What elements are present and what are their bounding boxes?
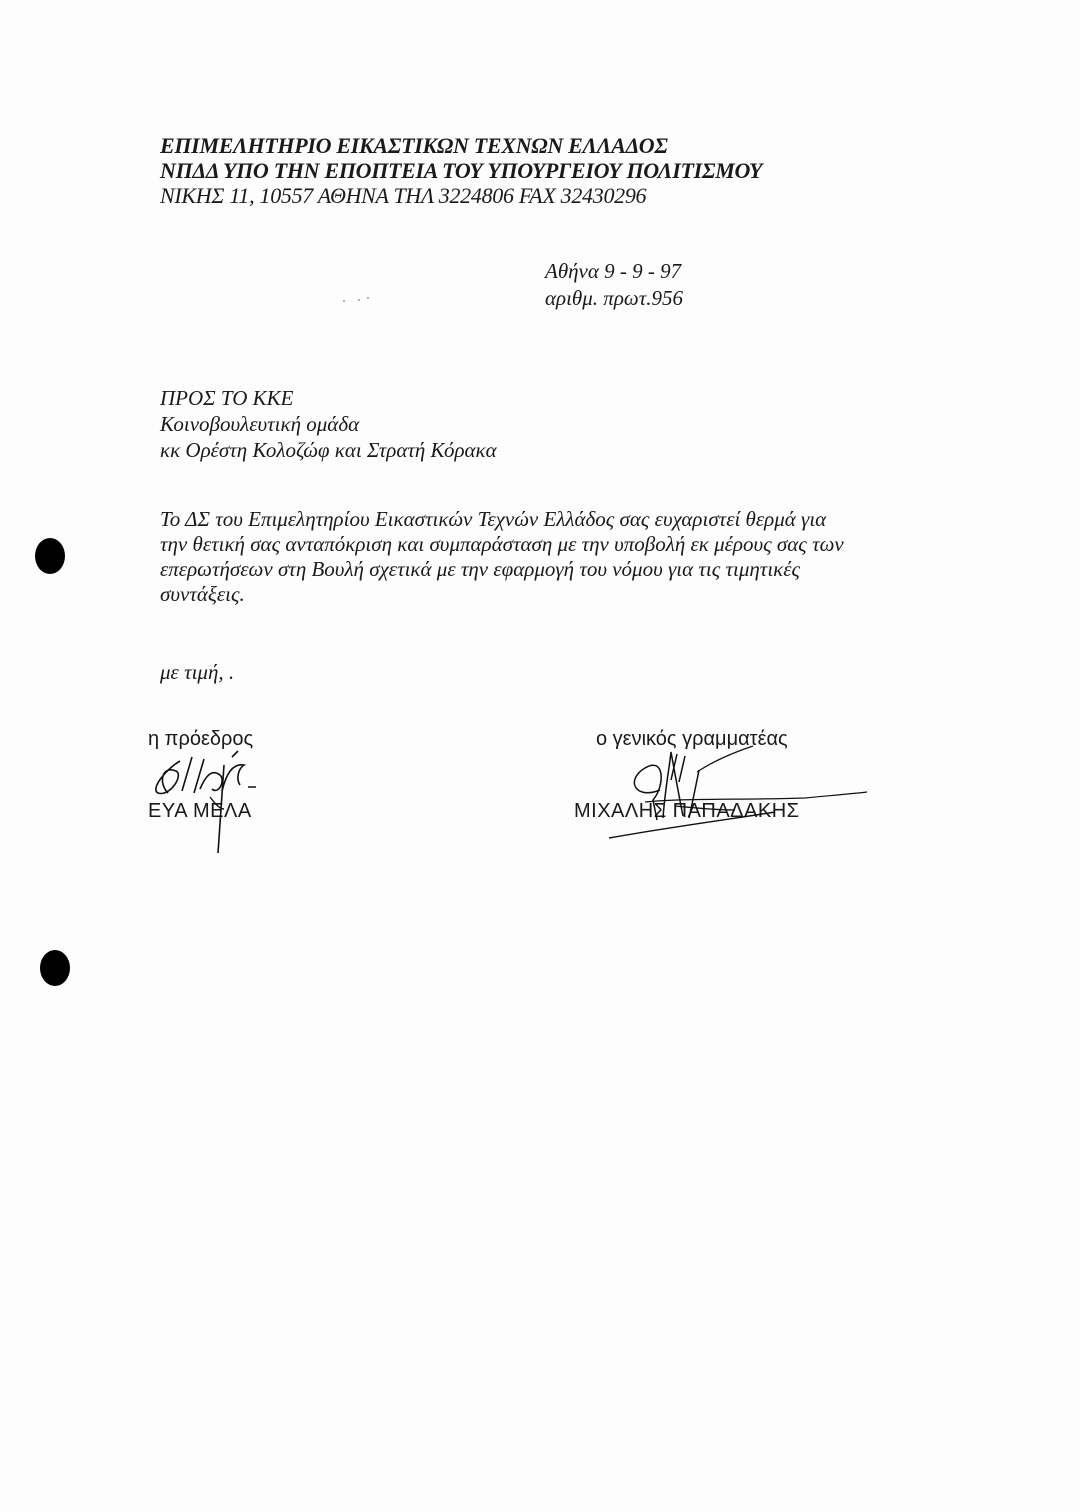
punch-hole	[35, 538, 65, 574]
letter-body	[160, 507, 900, 607]
letterhead-organization: ΕΠΙΜΕΛΗΤΗΡΙΟ ΕΙΚΑΣΤΙΚΩΝ ΤΕΧΝΩΝ ΕΛΛΑΔΟΣ	[160, 133, 668, 158]
president-signature	[140, 735, 280, 855]
letterhead	[160, 133, 762, 208]
recipient-block	[160, 385, 497, 463]
scan-speck	[367, 297, 369, 299]
recipient-line-3: κκ Ορέστη Κολοζώφ και Στρατή Κόρακα	[160, 438, 497, 462]
scan-speck	[343, 300, 345, 302]
president-title: η πρόεδρος	[148, 728, 254, 750]
body-line: Το ΔΣ του Επιμελητηρίου Εικαστικών Τεχνών Ελλάδος σας ευχαριστεί θερμά για	[160, 507, 827, 531]
body-line: επερωτήσεων στη Βουλή σχετικά με την εφαρμογή του νόμου για τις τιμητικές	[160, 557, 801, 581]
secretary-title: ο γενικός γραμματέας	[596, 728, 788, 750]
date-block	[545, 258, 683, 312]
closing-salutation: με τιμή, .	[160, 660, 235, 684]
secretary-name: ΜΙΧΑΛΗΣ ΠΑΠΑΔΑΚΗΣ	[574, 800, 800, 822]
recipient-line-1: ΠΡΟΣ ΤΟ ΚΚΕ	[160, 386, 294, 410]
recipient-line-2: Κοινοβουλευτική ομάδα	[160, 412, 360, 436]
body-line: την θετική σας ανταπόκριση και συμπαράσταση με την υποβολή εκ μέρους σας των	[160, 532, 844, 556]
president-name: ΕΥΑ ΜΕΛΑ	[148, 800, 252, 822]
body-line: συντάξεις.	[160, 582, 245, 606]
letter-date: Αθήνα 9 - 9 - 97	[545, 259, 682, 283]
scan-speck	[358, 299, 360, 301]
protocol-number: αριθμ. πρωτ.956	[545, 286, 683, 310]
punch-hole	[40, 950, 70, 986]
letterhead-status: ΝΠΔΔ ΥΠΟ ΤΗΝ ΕΠΟΠΤΕΙΑ ΤΟΥ ΥΠΟΥΡΓΕΙΟΥ ΠΟΛΙΤΙΣΜΟΥ	[160, 158, 763, 183]
secretary-signature	[605, 740, 875, 850]
letterhead-address: ΝΙΚΗΣ 11, 10557 ΑΘΗΝΑ ΤΗΛ 3224806 FAX 32430296	[160, 183, 647, 208]
